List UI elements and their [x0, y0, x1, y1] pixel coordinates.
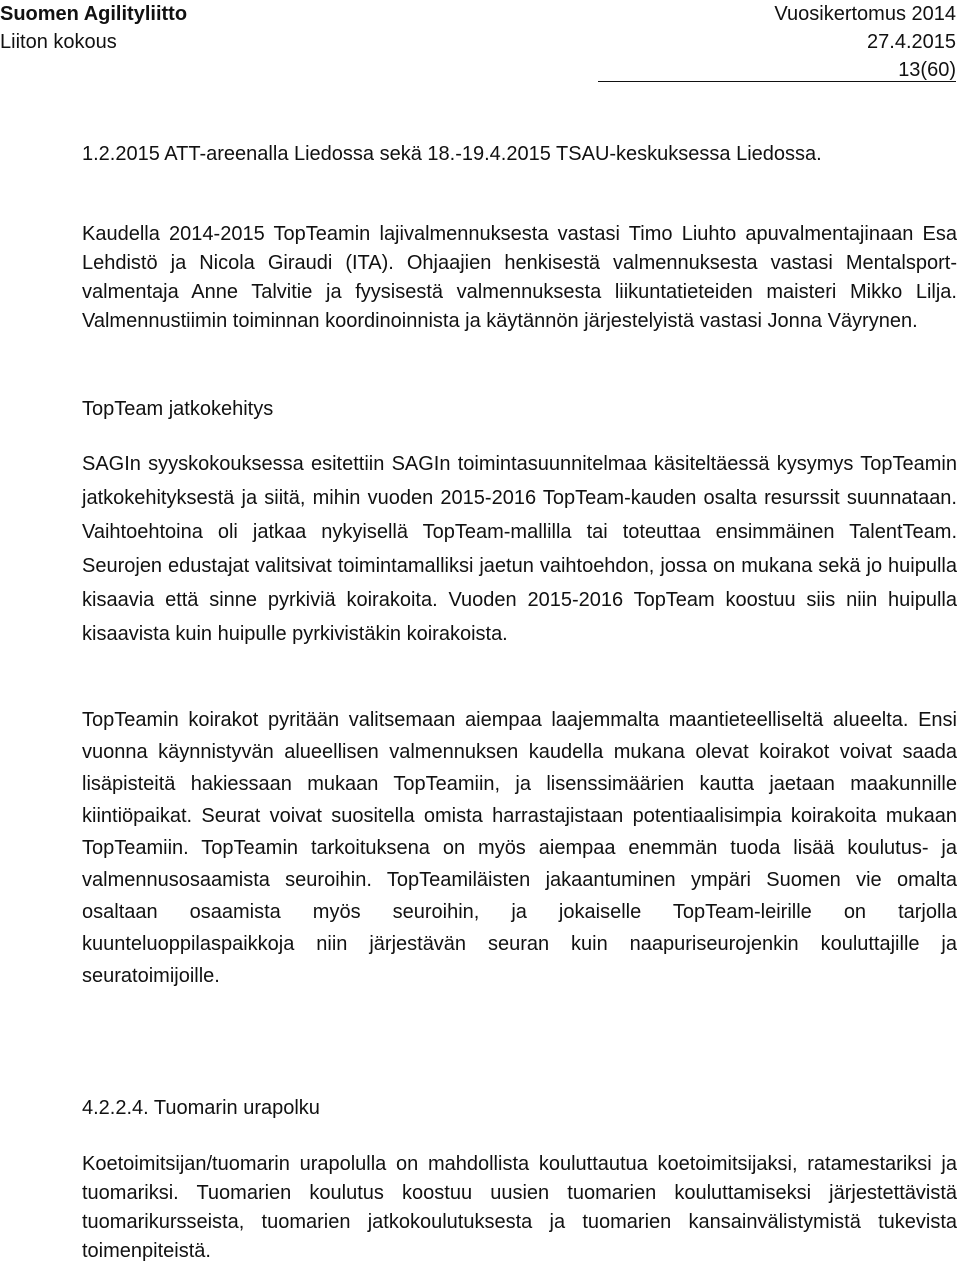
paragraph-coaching-staff: Kaudella 2014-2015 TopTeamin lajivalmennuksesta vastasi Timo Liuhto apuvalmentajinaan Esa Lehdistö ja Nicola Giraudi (ITA). Ohjaajien henkisestä valmennuksesta vastasi Mentalsport-valmentaja Anne Talvitie ja fyysisestä valmennuksesta liikuntatieteiden maisteri Mikko Lilja. Valmennustiimin toiminnan koordinoinnista ja käytännön järjestelyistä vastasi Jonna Väyrynen.: [82, 223, 957, 332]
subheading-topteam-development: TopTeam jatkokehitys: [82, 398, 274, 420]
paragraph-autumn-meeting: SAGIn syyskokouksessa esitettiin SAGIn toimintasuunnitelmaa käsiteltäessä kysymys TopTeamin jatkokehityksestä ja siitä, mihin vuoden 2015-2016 TopTeam-kauden osalta resurssit suunnataan. Vaihtoehtoina oli jatkaa nykyisellä TopTeam-mallilla tai toteuttaa ensimmäinen TalentTeam. Seurojen edustajat valitsivat toimintamalliksi jaetun vaihtoehdon, jossa on mukana sekä jo huipulla kisaavia että sinne pyrkiviä koirakoita. Vuoden 2015-2016 TopTeam koostuu siis niin huipulla kisaavista kuin huipulle pyrkivistäkin koirakoista.: [82, 453, 957, 645]
header-meeting: Liiton kokous: [0, 31, 117, 53]
paragraph-team-selection: TopTeamin koirakot pyritään valitsemaan aiempaa laajemmalta maantieteelliseltä alueelta. Ensi vuonna käynnistyvän alueellisen valmennuksen kaudella mukana olevat koirakot voivat saada lisäpisteitä hakiessaan mukaan TopTeamiin, ja lisenssimäärien kautta jaetaan maakunnille kiintiöpaikat. Seurat voivat suositella omista harrastajistaan potentiaalisimpia koirakoita mukaan TopTeamiin. TopTeamin tarkoituksena on myös aiempaa enemmän tuoda lisää koulutus- ja valmennusosaamista seuroihin. TopTeamiläisten jakaantuminen ympäri Suomen vie omalta osaltaan osaamista myös seuroihin, ja jokaiselle TopTeam-leirille on tarjolla kuunteluoppilaspaikkoja niin järjestävän seuran kuin naapuriseurojenkin kouluttajille ja seuratoimijoille.: [82, 709, 957, 987]
paragraph-camp-dates: 1.2.2015 ATT-areenalla Liedossa sekä 18.-19.4.2015 TSAU-keskuksessa Liedossa.: [82, 143, 822, 165]
header-date: 27.4.2015: [867, 31, 956, 53]
header-rule: [598, 81, 956, 82]
section-heading: [82, 1092, 957, 1124]
section-title: Tuomarin urapolku: [153, 1097, 320, 1119]
header-organization: Suomen Agilityliitto: [0, 3, 188, 25]
header-document-title: Vuosikertomus 2014: [774, 3, 956, 25]
paragraph-judge-career: Koetoimitsijan/tuomarin urapolulla on mahdollista kouluttautua koetoimitsijaksi, ratamestariksi ja tuomariksi. Tuomarien koulutus koostuu uusien tuomarien kouluttamiseksi järjestettävistä tuomarikursseista, tuomarien jatkokoulutuksesta ja tuomarien kansainvälistymistä tukevista toimenpiteistä.: [82, 1153, 957, 1262]
page-number: 13(60): [898, 59, 956, 81]
section-number: 4.2.2.4.: [82, 1097, 149, 1119]
